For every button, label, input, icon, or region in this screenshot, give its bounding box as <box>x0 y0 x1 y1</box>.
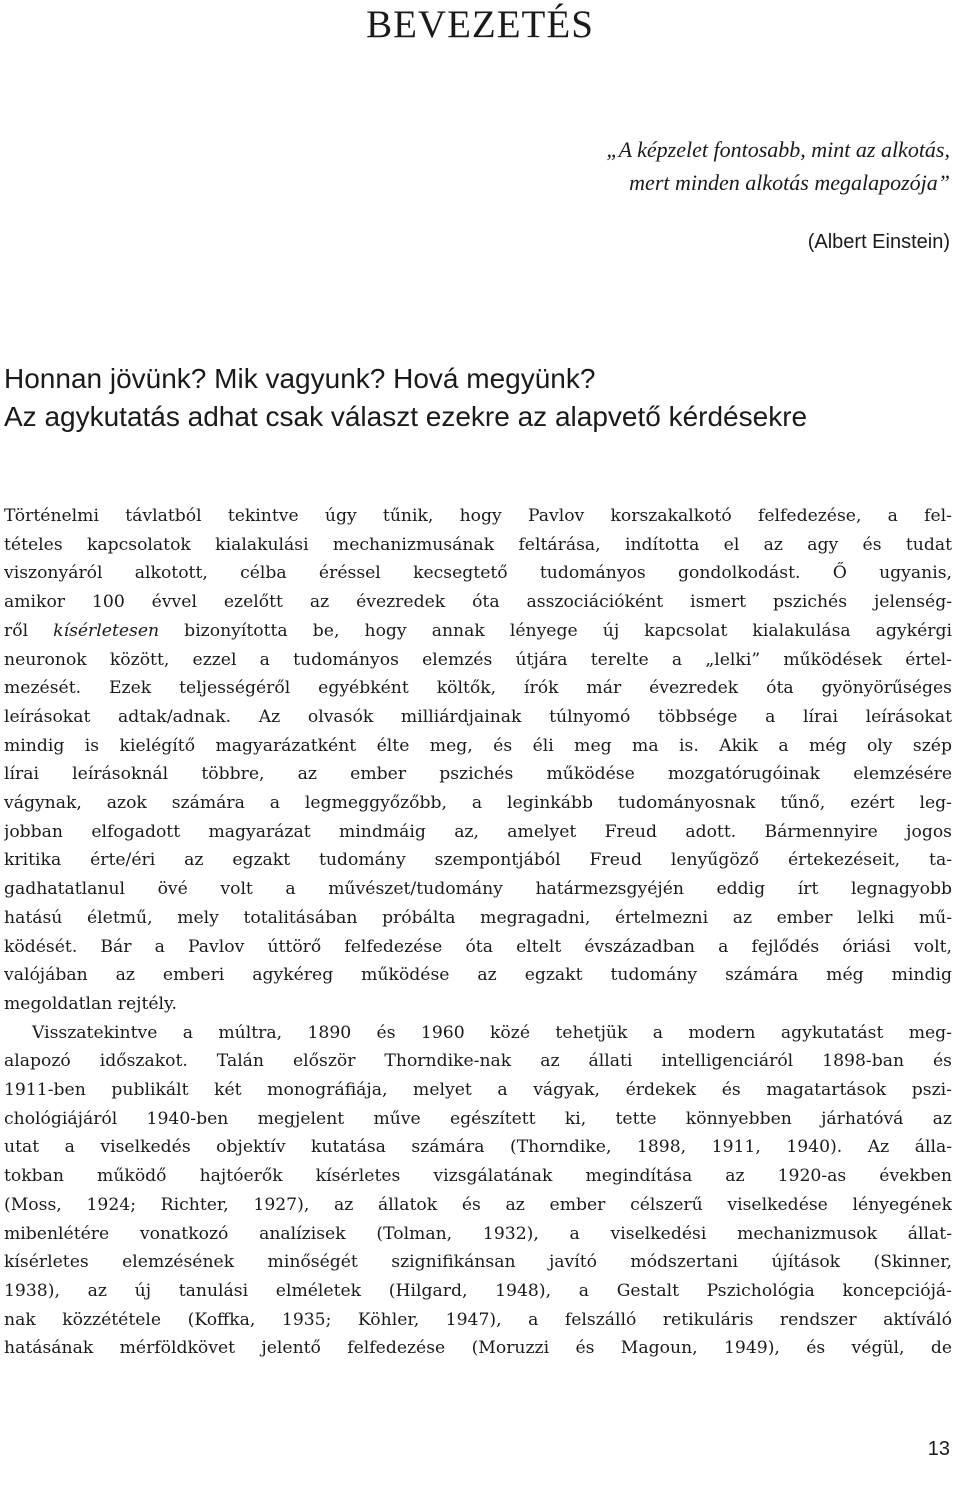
text-line: hatású életmű, mely totalitásában próbálta megragadni, értelmezni az ember lelki mű- <box>4 907 952 928</box>
page-number: 13 <box>927 1438 950 1460</box>
text-line: vágynak, azok számára a legmeggyőzőbb, a leginkább tudományosnak tűnő, ezért leg- <box>4 793 952 814</box>
text-line: viszonyáról alkotott, célba éréssel kecsegtető tudományos gondolkodást. Ő ugyanis, <box>4 563 952 584</box>
text-line: (Moss, 1924; Richter, 1927), az állatok és az ember célszerű viselkedése lényegének <box>4 1194 952 1215</box>
text-line: mindig is kielégítő magyarázatként élte meg, és éli meg ma is. Akik a még oly szép <box>4 735 952 756</box>
paragraph-1 <box>4 502 952 1019</box>
epigraph-line: „A képzelet fontosabb, mint az alkotás, <box>606 137 950 162</box>
text-line: mezését. Ezek teljességéről egyébként költők, írók már évezredek óta gyönyörűséges <box>4 678 952 699</box>
paragraph-2 <box>4 1019 952 1363</box>
text-line: nak közzététele (Koffka, 1935; Köhler, 1947), a felszálló retikuláris rendszer aktíváló <box>4 1309 952 1330</box>
text-line: neuronok között, ezzel a tudományos elemzés útjára terelte a „lelki” működések értel- <box>4 649 952 670</box>
text-line: tokban működő hajtóerők kísérletes vizsgálatának megindítása az 1920-as években <box>4 1166 952 1187</box>
section-heading-line: Az agykutatás adhat csak választ ezekre az alapvető kérdésekre <box>4 401 808 432</box>
text-line: kritika érte/éri az egzakt tudomány szempontjából Freud lenyűgöző értekezéseit, ta- <box>4 850 952 871</box>
text-line: Történelmi távlatból tekintve úgy tűnik, hogy Pavlov korszakalkotó felfedezése, a fel- <box>4 506 952 526</box>
text-line: ről kísérletesen bizonyította be, hogy annak lényege új kapcsolat kialakulása agykérgi <box>4 620 952 641</box>
text-line: lírai leírásoknál többre, az ember pszichés működése mozgatórugóinak elemzésére <box>4 764 952 785</box>
text-line: jobban elfogadott magyarázat mindmáig az, amelyet Freud adott. Bármennyire jogos <box>4 821 952 842</box>
body-text <box>4 502 952 1363</box>
text-line: chológiájáról 1940-ben megjelent műve egészített ki, tette könnyebben járhatóvá az <box>4 1108 952 1129</box>
text-line: hatásának mérföldkövet jelentő felfedezése (Moruzzi és Magoun, 1949), és végül, de <box>4 1338 952 1359</box>
text-line: megoldatlan rejtély. <box>4 993 177 1014</box>
text-line: mibenlétére vonatkozó analízisek (Tolman, 1932), a viselkedési mechanizmusok állat- <box>4 1223 952 1244</box>
text-line: Visszatekintve a múltra, 1890 és 1960 közé tehetjük a modern agykutatást meg- <box>32 1022 952 1043</box>
epigraph-quote <box>350 133 950 199</box>
text-line: leírásokat adtak/adnak. Az olvasók milliárdjainak túlnyomó többsége a lírai leírásokat <box>4 706 952 727</box>
text-line: 1938), az új tanulási elméletek (Hilgard, 1948), a Gestalt Pszichológia koncepciójá- <box>4 1280 952 1301</box>
section-heading-line: Honnan jövünk? Mik vagyunk? Hová megyünk? <box>4 363 596 394</box>
text-line: amikor 100 évvel ezelőtt az évezredek óta asszociációként ismert pszichés jelenség- <box>4 592 952 613</box>
text-line: utat a viselkedés objektív kutatása számára (Thorndike, 1898, 1911, 1940). Az álla- <box>4 1137 952 1158</box>
text-line: ködését. Bár a Pavlov úttörő felfedezése óta eltelt évszázadban a fejlődés óriási volt, <box>4 936 952 957</box>
section-heading <box>4 360 956 436</box>
text-line: valójában az emberi agykéreg működése az egzakt tudomány számára még mindig <box>4 965 952 986</box>
text-line: tételes kapcsolatok kialakulási mechanizmusának feltárása, indította el az agy és tudat <box>4 534 952 555</box>
text-line: 1911-ben publikált két monográfiája, melyet a vágyak, érdekek és magatartások pszi- <box>4 1080 952 1101</box>
text-line: gadhatatlanul övé volt a művészet/tudomány határmezsgyéjén eddig írt legnagyobb <box>4 879 952 900</box>
text-line: alapozó időszakot. Talán először Thorndike-nak az állati intelligenciáról 1898-ban és <box>4 1051 952 1072</box>
text-line: kísérletes elemzésének minőségét szignifikánsan javító módszertani újítások (Skinner, <box>4 1252 952 1273</box>
chapter-title: BEVEZETÉS <box>366 3 594 46</box>
epigraph-line: mert minden alkotás megalapozója” <box>629 170 950 195</box>
epigraph-attribution: (Albert Einstein) <box>807 231 950 253</box>
emphasized-word: kísérletesen <box>53 620 160 641</box>
